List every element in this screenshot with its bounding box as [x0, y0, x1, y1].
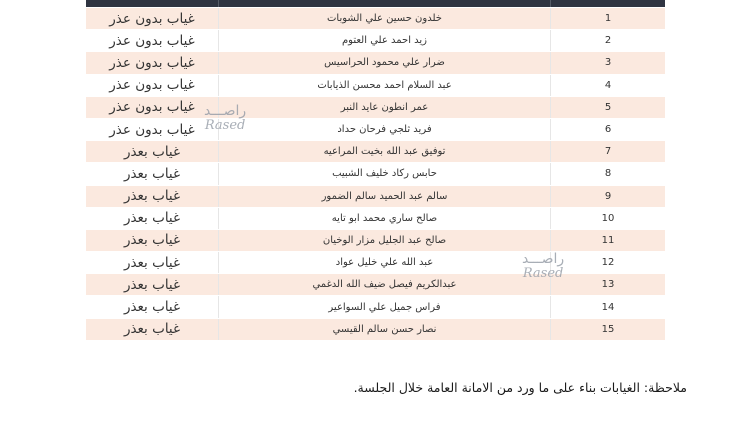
absence-status-cell: غياب بعذر: [86, 141, 219, 163]
table-row: [86, 207, 665, 229]
header-cell-name: [219, 0, 551, 8]
member-name-cell: عبدالكريم فيصل ضيف الله الدغمي: [219, 274, 551, 296]
member-name-cell: نصار حسن سالم القيسي: [219, 318, 551, 340]
member-name-cell: صالح عبد الجليل مزار الوخيان: [219, 229, 551, 251]
watermark-english-text: Rased: [522, 266, 564, 281]
row-number-cell: 8: [551, 163, 666, 185]
absence-status-cell: غياب بدون عذر: [86, 96, 219, 118]
member-name-cell: ضرار علي محمود الحراسيس: [219, 52, 551, 74]
absence-status-cell: غياب بدون عذر: [86, 52, 219, 74]
row-number-cell: 2: [551, 30, 666, 52]
row-number-cell: 6: [551, 118, 666, 140]
absence-status-cell: غياب بدون عذر: [86, 118, 219, 140]
table-row: [86, 252, 665, 274]
absence-status-cell: غياب بعذر: [86, 163, 219, 185]
absence-status-cell: غياب بدون عذر: [86, 74, 219, 96]
rased-watermark-1: [204, 104, 246, 132]
watermark-arabic-text: راصـــد: [522, 251, 565, 267]
member-name-cell: سالم عبد الحميد سالم الضمور: [219, 185, 551, 207]
row-number-cell: 9: [551, 185, 666, 207]
absence-status-cell: غياب بعذر: [86, 185, 219, 207]
table-row: [86, 74, 665, 96]
member-name-cell: صالح ساري محمد ابو تايه: [219, 207, 551, 229]
row-number-cell: 1: [551, 8, 666, 30]
row-number-cell: 14: [551, 296, 666, 318]
absence-table: [86, 0, 665, 341]
table-row: [86, 318, 665, 340]
table-row: [86, 163, 665, 185]
watermark-english-text: Rased: [204, 118, 246, 133]
absence-status-cell: غياب بدون عذر: [86, 8, 219, 30]
absence-status-cell: غياب بعذر: [86, 318, 219, 340]
member-name-cell: عبد السلام احمد محسن الذيابات: [219, 74, 551, 96]
header-cell-number: [551, 0, 666, 8]
table-row: [86, 229, 665, 251]
table-row: [86, 96, 665, 118]
row-number-cell: 7: [551, 141, 666, 163]
table-row: [86, 274, 665, 296]
member-name-cell: فراس جميل علي السواعير: [219, 296, 551, 318]
absence-status-cell: غياب بعذر: [86, 296, 219, 318]
table-header-row: [86, 0, 665, 8]
member-name-cell: عمر انطون عايد النبر: [219, 96, 551, 118]
row-number-cell: 5: [551, 96, 666, 118]
absence-status-cell: غياب بعذر: [86, 207, 219, 229]
absence-status-cell: غياب بعذر: [86, 252, 219, 274]
member-name-cell: حابس ركاد خليف الشبيب: [219, 163, 551, 185]
row-number-cell: 15: [551, 318, 666, 340]
table-row: [86, 52, 665, 74]
header-cell-status: [86, 0, 219, 8]
member-name-cell: فريد ثلجي فرحان حداد: [219, 118, 551, 140]
row-number-cell: 11: [551, 229, 666, 251]
member-name-cell: توفيق عبد الله بخيت المراعيه: [219, 141, 551, 163]
member-name-cell: زيد احمد علي العتوم: [219, 30, 551, 52]
row-number-cell: 12: [551, 252, 666, 274]
row-number-cell: 4: [551, 74, 666, 96]
absence-status-cell: غياب بدون عذر: [86, 30, 219, 52]
footnote: ملاحظة: الغيابات بناء على ما ورد من الامانة العامة خلال الجلسة.: [353, 380, 687, 395]
absence-status-cell: غياب بعذر: [86, 229, 219, 251]
row-number-cell: 10: [551, 207, 666, 229]
member-name-cell: خلدون حسين علي الشوبات: [219, 8, 551, 30]
table-row: [86, 30, 665, 52]
rased-watermark-2: [522, 252, 564, 280]
row-number-cell: 13: [551, 274, 666, 296]
table-row: [86, 296, 665, 318]
row-number-cell: 3: [551, 52, 666, 74]
member-name-cell: عبد الله علي خليل عواد: [219, 252, 551, 274]
absence-status-cell: غياب بعذر: [86, 274, 219, 296]
table-row: [86, 118, 665, 140]
table-row: [86, 141, 665, 163]
absence-table-body: [86, 0, 665, 340]
table-row: [86, 8, 665, 30]
table-row: [86, 185, 665, 207]
watermark-arabic-text: راصـــد: [204, 103, 247, 119]
